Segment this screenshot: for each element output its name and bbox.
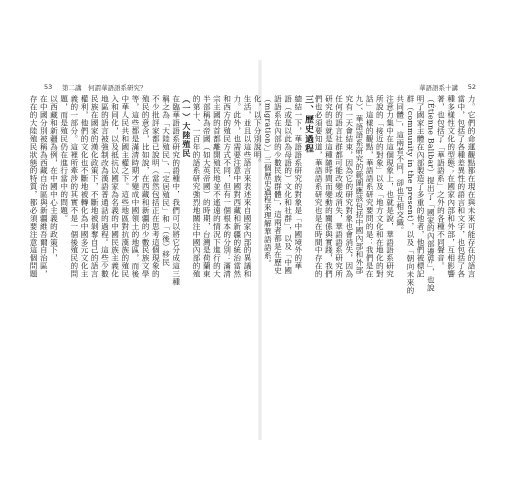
text-column: （Étienne Balibar）提出了「國家的內部邊界」，也說 bbox=[426, 95, 436, 292]
text-column: 們也必須要知道，華語語系研究也是在時間中存在的 bbox=[314, 95, 324, 278]
text-column: 義的一部分。這裡所牽涉的其實不是一個後殖民的問 bbox=[69, 95, 79, 278]
text-column: 力。此外，也需要注意中國對西藏和新疆的統治當然 bbox=[232, 95, 242, 278]
text-column: 化，以下分別說明。 bbox=[253, 95, 263, 167]
text-column: 九）、華語語系研究的範圍應該包括中國內部和外部 bbox=[354, 95, 364, 275]
subsection-heading: （一）大陸殖民 bbox=[181, 95, 191, 158]
text-column: 群（community in the present），以及「朝向未來的 bbox=[405, 95, 415, 295]
text-column: 權利，他們的文化也不斷地被轉化為中國多元文化主 bbox=[80, 95, 89, 278]
text-column: 究有一天會結束，因為它的研究對象也會消失，因為 bbox=[344, 95, 354, 278]
text-column: 著，也包括了「華語語系」之外的各種不同聲音。 bbox=[436, 95, 446, 270]
text-column: 在中國分別被稱為西藏自治區與新疆維吾爾自治區， bbox=[39, 95, 49, 278]
right-running-header: 華語語系十講 bbox=[419, 84, 458, 92]
right-page-number: 52 bbox=[467, 83, 476, 91]
text-column: 稱之為「大陸殖民」、「定居殖民」和「（後）移民 bbox=[161, 95, 171, 267]
text-column: 半部稱為帝國（如大英帝國）的時期，台灣是荷蘭東 bbox=[202, 95, 212, 278]
left-page-number: 53 bbox=[44, 83, 53, 91]
text-column: 以西藏和新疆為例，在中國中心主義的政策下， bbox=[49, 95, 59, 262]
text-column: 當中，包括了各種差異性的語言和文字，也包括了各 bbox=[456, 95, 466, 278]
text-column: 地區的語言被強制改為漢語普通話的過程。這些少數 bbox=[100, 95, 110, 278]
left-page bbox=[29, 83, 252, 420]
left-text-block bbox=[29, 95, 252, 420]
text-column: 明了國家主體在內部製造了多重的他者，他們被標記 bbox=[416, 95, 426, 278]
right-page bbox=[253, 83, 476, 420]
text-column: 等，這些都是滿清時期才變成中國領土的地區，而後 bbox=[130, 95, 140, 278]
text-column: 宗主國的首都離開殖民地並不遙遠的情況下進行的大 bbox=[212, 95, 222, 278]
text-column: 在臨華語語系研究的語種中，我們可以將它分成這三種 bbox=[171, 95, 181, 286]
text-column: 題，而是殖民仍在進行當中的問題。 bbox=[59, 95, 69, 223]
text-column: 的第十、一百年的語系研究強烈地關注中國內部的殖 bbox=[192, 95, 202, 278]
text-column: 民族在國家的漢化政策下，不斷地被剝奪自己的語言 bbox=[90, 95, 100, 278]
text-column: 話」這樣的觀點，華語語系研究要問的是：我們是在 bbox=[365, 95, 375, 278]
right-text-block bbox=[253, 95, 476, 420]
text-column: 語（或是以此為母語的）文化和社群」，以及「中國 bbox=[283, 95, 293, 275]
text-column: 共同體」，這兩者不同，卻也互相交織。 bbox=[395, 95, 405, 235]
text-column: 總結一下，華語語系研究的對象是「中國境外的華 bbox=[293, 95, 303, 270]
text-column: 力。它們的命運觀點都在現在與未來可能存在的語言 bbox=[467, 95, 476, 278]
text-column: 生活，並且以這些語言來表述來自國家內部的異議和 bbox=[243, 95, 252, 278]
text-column: 任何的語言社群都可能改變或消失，華語語系研究所 bbox=[334, 95, 344, 278]
text-column: 注意力集中在這個現象上，也就是說，華語語系研究 bbox=[385, 95, 395, 278]
text-column: 殖民的意含，比如說，在西藏和新疆的少數民族文學 bbox=[141, 95, 151, 278]
text-column: 語語系在內部的少數民族群體」，這兩者都是在歷史 bbox=[273, 95, 283, 275]
text-column: 入和同化，以及抵抗以國家為名義的中國民族主義化 bbox=[110, 95, 120, 278]
text-column: 種多樣性文化的型態；在國家內部和外部，互相影響 bbox=[446, 95, 456, 278]
text-column: 中華人民共和國主權之下。這些地區對抗漢族的殖民 bbox=[120, 95, 130, 278]
left-running-header: 第二講 何謂華語語系研究？ bbox=[62, 84, 147, 92]
text-column: 不少批評家都已說明（當然包括正在思考這個現象的 bbox=[151, 95, 161, 278]
text-column: 所說的「接近的對象」以及「地方文化和在地化的對 bbox=[375, 95, 385, 278]
text-column: 研究的也就是這種隨時間而變動的關係與實踐，我們 bbox=[324, 95, 334, 278]
text-column: 和西方的殖民方式不同，但有一個根本的分別：滿清 bbox=[222, 95, 232, 278]
text-column: （migration）」三個歷史過程來理解華語語系。 bbox=[263, 95, 273, 268]
text-column: 存在的大陸殖民狀態的特質，都必須要注意這個問題 bbox=[29, 95, 39, 278]
section-heading: 三、歷史過程 bbox=[303, 95, 313, 154]
